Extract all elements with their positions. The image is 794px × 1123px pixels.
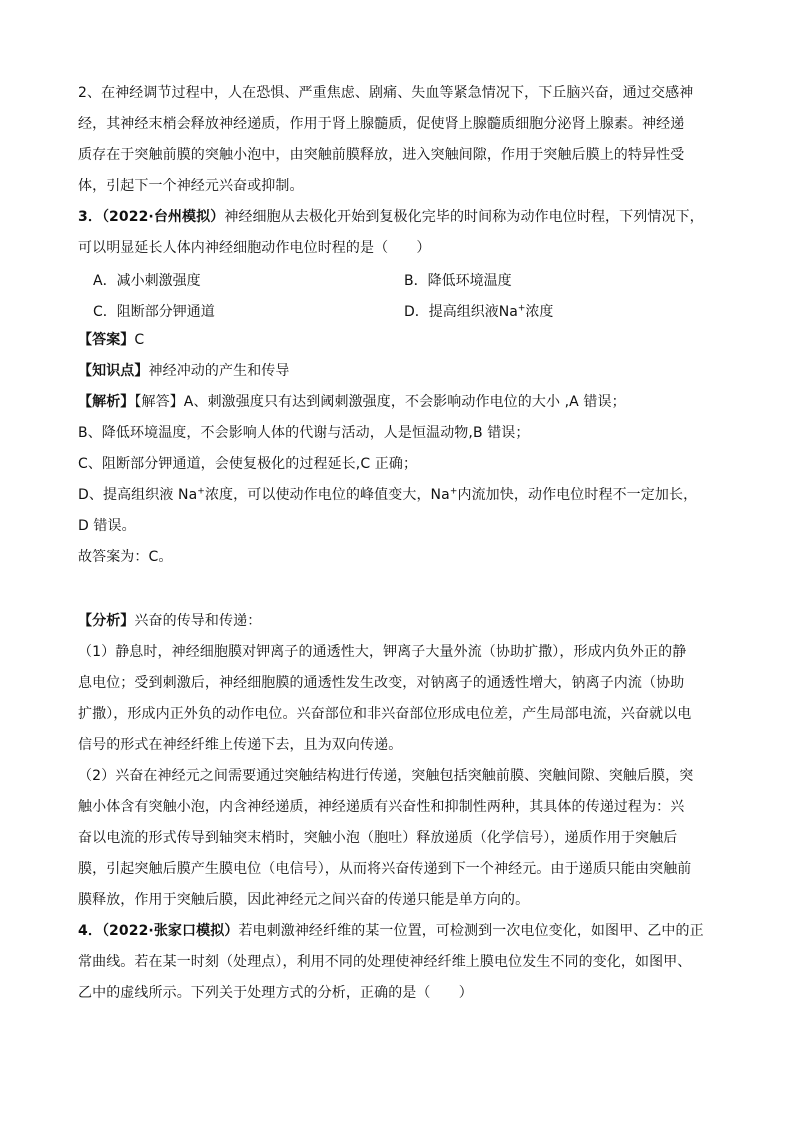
analysis-line: 扩撒），形成内正外负的动作电位。兴奋部位和非兴奋部位形成电位差，产生局部电流，兴奋就以电: [78, 706, 692, 722]
question-stem: 神经细胞从去极化开始到复极化完毕的时间称为动作电位时程，下列情况下，: [224, 209, 704, 225]
question-3-stem-line: [78, 202, 718, 233]
question-stem-line: 可以明显延长人体内神经细胞动作电位时程的是（ ）: [78, 240, 431, 256]
analysis-line: 奋以电流的形式传导到轴突末梢时，突触小泡（胞吐）释放递质（化学信号），递质作用于突触后: [78, 830, 678, 846]
knowledge-point: 神经冲动的产生和传导: [148, 363, 290, 379]
explanation-text: 【解答】A、刺激强度只有达到阈刺激强度，不会影响动作电位的大小 ,A 错误；: [134, 394, 626, 410]
question-3: [78, 202, 718, 264]
analysis-line: （2）兴奋在神经元之间需要通过突触结构进行传递，突触包括突触前膜、突触间隙、突触后膜，突: [78, 768, 694, 784]
option-d-text-end: 浓度: [525, 304, 554, 320]
text-line: 2、在神经调节过程中，人在恐惧、严重焦虑、剧痛、失血等紧急情况下，下丘脑兴奋，通过交感神: [78, 85, 694, 101]
explanation-line: C、阻断部分钾通道，会使复极化的过程延长,C 正确；: [78, 456, 418, 472]
answer-value: C: [134, 332, 145, 348]
explanation-tag: 【解析】: [78, 394, 135, 410]
option-d-text: D．提高组织液Na: [404, 304, 518, 320]
analysis-section: [78, 606, 718, 916]
question-stem-line: 乙中的虚线所示。下列关于处理方式的分析，正确的是（ ）: [78, 985, 473, 1001]
analysis-line: 膜释放，作用于突触后膜，因此神经元之间兴奋的传递只能是单方向的。: [78, 892, 530, 908]
superscript-plus: +: [449, 486, 458, 497]
option-c: C．阻断部分钾通道: [93, 304, 215, 320]
analysis-line: 信号的形式在神经纤维上传递下去，且为双向传递。: [78, 737, 403, 753]
question-4: [78, 916, 718, 1009]
answer-line: [78, 325, 718, 356]
analysis-title-line: [78, 606, 718, 637]
question-source: （2022·台州模拟）: [101, 209, 225, 225]
analysis-line: 膜，引起突触后膜产生膜电位（电信号），从而将兴奋传递到下一个神经元。由于递质只能由突触前: [78, 861, 692, 877]
explanation-text: 内流加快，动作电位时程不一定加长，: [457, 487, 698, 503]
answer-tag: 【答案】: [78, 332, 135, 348]
question-number: 3．: [78, 209, 102, 225]
option-d: [404, 301, 553, 321]
explanation-line: D 错误。: [78, 518, 136, 534]
text-line: 经，其神经末梢会释放神经递质，作用于肾上腺髓质，促使肾上腺髓质细胞分泌肾上腺素。神经递: [78, 116, 685, 132]
knowledge-point-line: [78, 356, 718, 387]
analysis-line: （1）静息时，神经细胞膜对钾离子的通透性大，钾离子大量外流（协助扩撒），形成内负外正的静: [78, 644, 687, 660]
question-number: 4．: [78, 923, 102, 939]
superscript-plus: +: [197, 486, 205, 497]
answer-section: [78, 325, 718, 573]
question-4-stem-line: [78, 916, 718, 947]
explanation-line: B、降低环境温度，不会影响人体的代谢与活动，人是恒温动物,B 错误；: [78, 425, 530, 441]
superscript-plus: +: [517, 303, 526, 314]
analysis-line: 触小体含有突触小泡，内含神经递质，神经递质有兴奋性和抑制性两种，其具体的传递过程为：兴: [78, 799, 685, 815]
option-b: B．降低环境温度: [404, 273, 512, 289]
explanation-text: D、提高组织液 Na: [78, 487, 198, 503]
question-source: （2022·张家口模拟）: [101, 923, 239, 939]
explanation-line: [78, 387, 718, 418]
paragraph-2: [78, 78, 718, 202]
text-line: 质存在于突触前膜的突触小泡中，由突触前膜释放，进入突触间隙，作用于突触后膜上的特异性受: [78, 147, 685, 163]
explanation-line: 故答案为：C。: [78, 549, 173, 565]
option-a: A．减小刺激强度: [93, 273, 201, 289]
analysis-tag: 【分析】: [78, 613, 135, 629]
question-stem: 若电刺激神经纤维的某一位置，可检测到一次电位变化，如图甲、乙中的正: [238, 923, 704, 939]
knowledge-point-tag: 【知识点】: [78, 363, 149, 379]
explanation-text: 浓度，可以使动作电位的峰值变大，Na: [204, 487, 450, 503]
analysis-line: 息电位；受到刺激后，神经细胞膜的通透性发生改变，对钠离子的通透性增大，钠离子内流（协助: [78, 675, 685, 691]
text-line: 体，引起下一个神经元兴奋或抑制。: [78, 178, 304, 194]
explanation-line: [78, 480, 718, 511]
question-stem-line: 常曲线。若在某一时刻（处理点），利用不同的处理使神经纤维上膜电位发生不同的变化，如图甲、: [78, 954, 692, 970]
analysis-title: 兴奋的传导和传递：: [134, 613, 262, 629]
